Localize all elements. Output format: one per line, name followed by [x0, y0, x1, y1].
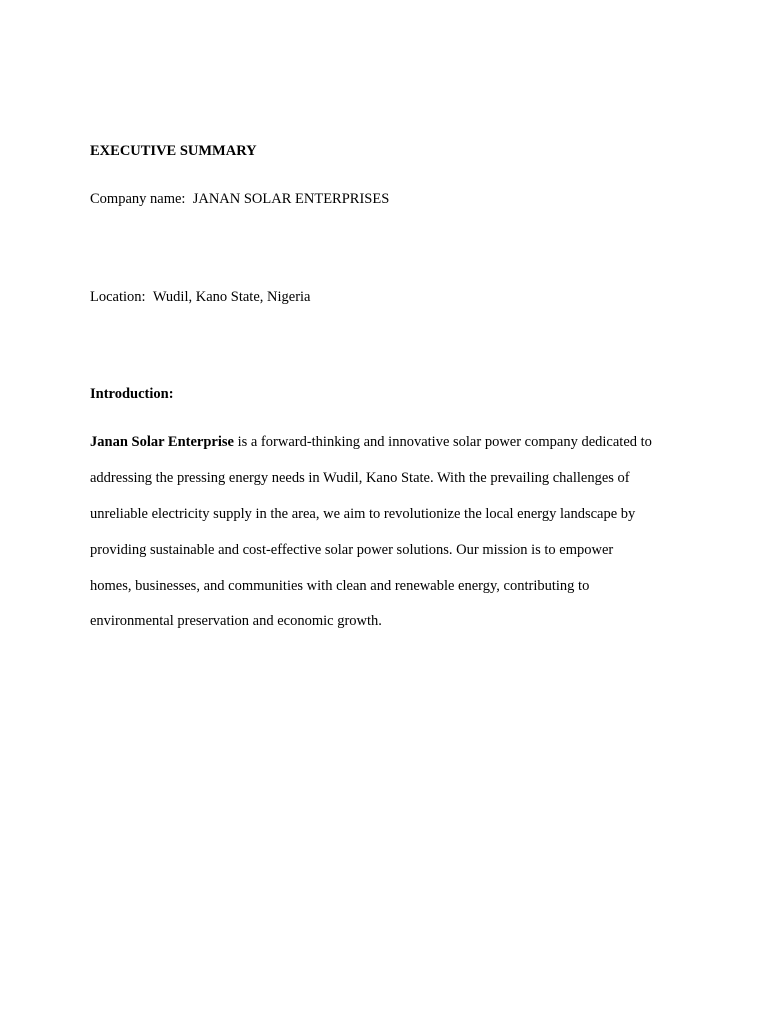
executive-summary-heading: EXECUTIVE SUMMARY — [90, 143, 257, 159]
intro-paragraph-line-1 — [90, 433, 652, 451]
intro-line-1-text: is a forward-thinking and innovative solar power company dedicated to — [233, 434, 652, 450]
intro-paragraph-line-4: providing sustainable and cost-effective solar power solutions. Our mission is to empower — [90, 542, 614, 558]
company-name-label: Company name: — [90, 191, 186, 207]
intro-paragraph-line-6: environmental preservation and economic growth. — [90, 613, 382, 629]
company-name-bold: Janan Solar Enterprise — [90, 434, 234, 450]
location-value: Wudil, Kano State, Nigeria — [152, 289, 311, 305]
company-name-value: JANAN SOLAR ENTERPRISES — [192, 191, 390, 207]
location-label: Location: — [90, 289, 146, 305]
intro-paragraph-line-2: addressing the pressing energy needs in Wudil, Kano State. With the prevailing challenges of — [90, 470, 630, 486]
company-name-line — [90, 190, 389, 208]
intro-paragraph-line-5: homes, businesses, and communities with clean and renewable energy, contributing to — [90, 578, 590, 594]
introduction-heading: Introduction: — [90, 386, 174, 402]
intro-paragraph-line-3: unreliable electricity supply in the area, we aim to revolutionize the local energy landscape by — [90, 506, 636, 522]
location-line — [90, 288, 311, 306]
